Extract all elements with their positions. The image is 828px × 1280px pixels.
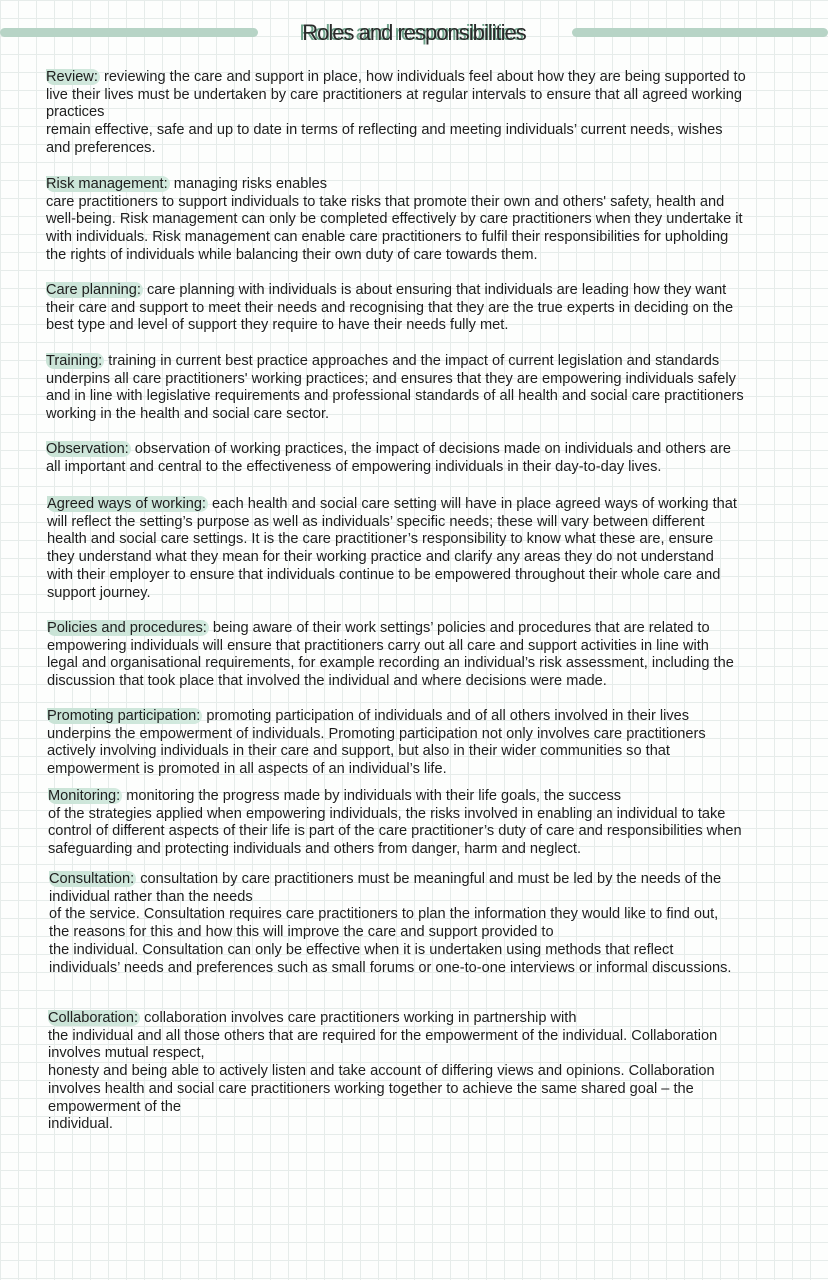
page-title [0, 20, 828, 46]
section-line: the individual. Consultation can only be effective when it is undertaken using methods that reflect [49, 941, 674, 958]
section-text: promoting participation of individuals and of all others involved in their lives [202, 708, 690, 724]
section-line: will reflect the setting’s purpose as well as individuals’ specific needs; these will vary between different [47, 513, 705, 530]
section-heading: Review: [46, 69, 98, 85]
section-line: well-being. Risk management can only be completed effectively by care practitioners when they undertake it [46, 211, 743, 228]
section-line [46, 69, 746, 87]
section-line: empowering individuals will ensure that practitioners carry out all care and support activities in line with [47, 637, 709, 654]
section-heading: Consultation: [49, 871, 135, 887]
section-line [46, 282, 733, 300]
section-line: health and social care settings. It is the care practitioner’s responsibility to know what these are, ensure [47, 531, 714, 548]
section-line: individual rather than the needs [49, 888, 253, 905]
section-line [47, 496, 737, 514]
section-review [46, 69, 746, 158]
section-text: consultation by care practitioners must be meaningful and must be led by the needs of the [136, 871, 722, 887]
section-line [46, 441, 731, 459]
section-text: monitoring the progress made by individuals with their life goals, the success [122, 788, 622, 804]
section-observation [46, 441, 731, 476]
section-line: the rights of individuals while balancing their own duty of care towards them. [46, 246, 538, 263]
section-text: each health and social care setting will have in place agreed ways of working that [208, 496, 737, 512]
section-care-planning [46, 282, 733, 335]
section-text: care planning with individuals is about ensuring that individuals are leading how they want [142, 282, 727, 298]
section-line: working in the health and social care sector. [46, 406, 330, 423]
section-line: involves health and social care practitioners working together to achieve the same shared goal – the [48, 1080, 694, 1097]
section-heading: Policies and procedures: [47, 620, 207, 636]
section-line: practices [46, 104, 105, 121]
section-heading: Risk management: [46, 176, 168, 192]
section-line [46, 176, 743, 194]
section-line: with individuals. Risk management can enable care practitioners to fulfil their responsibilities for upholding [46, 229, 729, 246]
section-line: of the service. Consultation requires care practitioners to plan the information they would like to find out, [49, 906, 719, 923]
section-line [46, 353, 744, 371]
section-line [47, 708, 706, 726]
section-policies-and-procedures [47, 620, 734, 691]
section-text: observation of working practices, the impact of decisions made on individuals and others are [130, 441, 732, 457]
section-collaboration [48, 1010, 717, 1134]
section-training [46, 353, 744, 424]
section-line: individuals’ needs and preferences such as small forums or one-to-one interviews or informal discussions. [49, 959, 732, 976]
section-text: managing risks enables [169, 176, 328, 192]
section-heading: Training: [46, 353, 103, 369]
section-line: and in line with legislative requirements and professional standards of all health and social care practitioners [46, 388, 744, 405]
section-line: actively involving individuals in their care and support, but also in their wider communities so that [47, 743, 670, 760]
section-line [49, 871, 731, 889]
section-line: support journey. [47, 584, 151, 601]
section-heading: Observation: [46, 441, 129, 457]
section-line: discussion that took place that involved the individual and where decisions were made. [47, 673, 607, 690]
section-text: collaboration involves care practitioners working in partnership with [140, 1010, 577, 1026]
section-line [48, 788, 742, 806]
section-line: involves mutual respect, [48, 1045, 205, 1062]
section-line: legal and organisational requirements, for example recording an individual’s risk assessment, including the [47, 655, 734, 672]
section-risk-management [46, 176, 743, 265]
section-heading: Monitoring: [48, 788, 121, 804]
section-line: empowerment is promoted in all aspects of an individual’s life. [47, 761, 447, 778]
section-line: the individual and all those others that are required for the empowerment of the individual. Collaboration [48, 1027, 718, 1044]
section-line: the reasons for this and how this will improve the care and support provided to [49, 924, 554, 941]
section-line: all important and central to the effectiveness of empowering individuals in their day-to-day lives. [46, 458, 662, 475]
section-line: remain effective, safe and up to date in terms of reflecting and meeting individuals’ current needs, wishes [46, 122, 723, 139]
section-line: and preferences. [46, 139, 156, 156]
section-heading: Care planning: [46, 282, 141, 298]
section-line: with their employer to ensure that individuals continue to be empowered throughout their whole care and [47, 566, 721, 583]
section-line: live their lives must be undertaken by care practitioners at regular intervals to ensure that all agreed working [46, 86, 742, 103]
section-line: of the strategies applied when empowering individuals, the risks involved in enabling an individual to take [48, 805, 726, 822]
section-line [47, 620, 734, 638]
section-text: training in current best practice approaches and the impact of current legislation and standards [104, 353, 720, 369]
section-text: being aware of their work settings’ policies and procedures that are related to [208, 620, 710, 636]
section-line: control of different aspects of their life is part of the care practitioner’s duty of care and responsibilities when [48, 823, 742, 840]
section-consultation [49, 871, 731, 977]
section-line: care practitioners to support individuals to take risks that promote their own and others' safety, health and [46, 193, 725, 210]
section-line: underpins the empowerment of individuals. Promoting participation not only involves care practitioners [47, 725, 706, 742]
section-heading: Agreed ways of working: [47, 496, 206, 512]
section-line: safeguarding and protecting individuals and others from danger, harm and neglect. [48, 841, 582, 858]
section-monitoring [48, 788, 742, 859]
section-line: underpins all care practitioners' working practices; and ensures that they are empowering individuals safely [46, 370, 736, 387]
section-line: best type and level of support they require to have their needs fully met. [46, 317, 509, 334]
section-line: empowerment of the [48, 1098, 182, 1115]
section-line [48, 1010, 717, 1028]
section-line: they understand what they mean for their working practice and clarify any areas they do not understand [47, 549, 714, 566]
section-line: their care and support to meet their needs and recognising that they are the true experts in deciding on the [46, 299, 734, 316]
section-agreed-ways-of-working [47, 496, 737, 602]
section-heading: Promoting participation: [47, 708, 201, 724]
section-line: honesty and being able to actively listen and take account of differing views and opinions. Collaboration [48, 1063, 715, 1080]
section-text: reviewing the care and support in place, how individuals feel about how they are being supported to [99, 69, 746, 85]
section-heading: Collaboration: [48, 1010, 139, 1026]
section-line: individual. [48, 1116, 113, 1133]
section-promoting-participation [47, 708, 706, 779]
page-title-text: Roles and responsibilities [302, 20, 526, 45]
